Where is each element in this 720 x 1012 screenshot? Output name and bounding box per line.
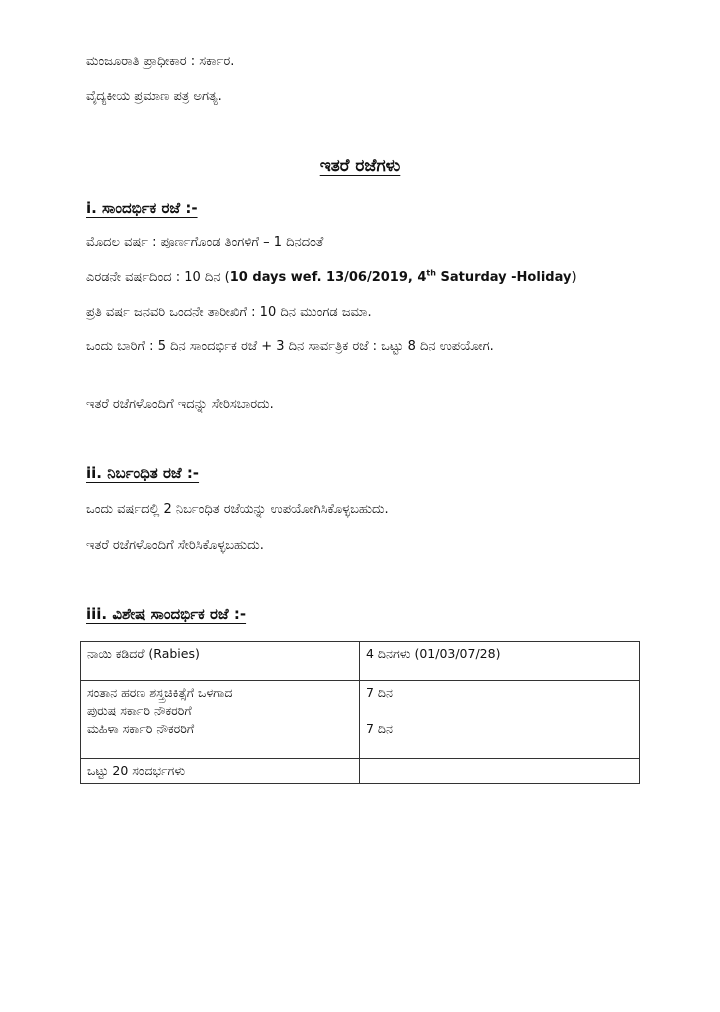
second-year-bold: 10 days wef. 13/06/2019, 4th Saturday -Holiday xyxy=(229,268,572,285)
table-row xyxy=(81,681,640,759)
restricted-leave-heading: ii. ನಿರ್ಬಂಧಿತ ರಜೆ :- xyxy=(86,464,200,482)
table-cell: ಒಟ್ಟು 20 ಸಂದರ್ಭಗಳು xyxy=(81,759,360,784)
second-year-suffix: ) xyxy=(571,270,577,285)
table-cell: 7 ದಿನ 7 ದಿನ xyxy=(360,681,640,759)
ordinal-suffix: th xyxy=(426,268,436,278)
table-row xyxy=(81,642,640,681)
sanctioning-authority-text: ಮಂಜೂರಾತಿ ಪ್ರಾಧೀಕಾರ : ಸರ್ಕಾರ. xyxy=(86,54,235,69)
january-credit-text: ಪ್ರತಿ ವರ್ಷ ಜನವರಿ ಒಂದನೇ ತಾರೀಖಿಗೆ : 10 ದಿನ ಮುಂಗಡ ಜಮಾ. xyxy=(86,305,372,320)
usage-limit-text: ಒಂದು ಬಾರಿಗೆ : 5 ದಿನ ಸಾಂದರ್ಭಿಕ ರಜೆ + 3 ದಿನ ಸಾರ್ವತ್ರಿಕ ರಜೆ : ಒಟ್ಟು 8 ದಿನ ಉಪಯೋಗ. xyxy=(86,339,494,354)
restricted-per-year-text: ಒಂದು ವರ್ಷದಲ್ಲಿ 2 ನಿರ್ಬಂಧಿತ ರಜೆಯನ್ನು ಉಪಯೋಗಿಸಿಕೊಳ್ಳಬಹುದು. xyxy=(86,502,389,517)
no-combine-text: ಇತರೆ ರಜೆಗಳೊಂದಿಗೆ ಇದನ್ನು ಸೇರಿಸಬಾರದು. xyxy=(86,397,274,412)
page-title: ಇತರೆ ರಜೆಗಳು xyxy=(319,156,401,176)
special-leave-table xyxy=(80,641,640,784)
restricted-combine-text: ಇತರೆ ರಜೆಗಳೊಂದಿಗೆ ಸೇರಿಸಿಕೊಳ್ಳಬಹುದು. xyxy=(86,538,264,553)
table-cell xyxy=(360,759,640,784)
medical-certificate-text: ವೈದ್ಯಕೀಯ ಪ್ರಮಾಣ ಪತ್ರ ಅಗತ್ಯ. xyxy=(86,89,222,104)
table-cell: ಸಂತಾನ ಹರಣ ಶಸ್ತ್ರಚಿಕಿತ್ಸೆಗೆ ಒಳಗಾದ ಪುರುಷ ಸರ್ಕಾರಿ ನೌಕರರಿಗೆ ಮಹಿಳಾ ಸರ್ಕಾರಿ ನೌಕರರಿಗೆ xyxy=(81,681,360,759)
casual-leave-heading: i. ಸಾಂದರ್ಭಿಕ ರಜೆ :- xyxy=(86,199,198,217)
table-cell: ನಾಯಿ ಕಡಿದರೆ (Rabies) xyxy=(81,642,360,681)
first-year-text: ಮೊದಲ ವರ್ಷ : ಪೂರ್ಣಗೊಂಡ ತಿಂಗಳಿಗೆ – 1 ದಿನದಂತೆ xyxy=(86,235,324,250)
table-row xyxy=(81,759,640,784)
second-year-text xyxy=(86,269,656,287)
table-cell: 4 ದಿನಗಳು (01/03/07/28) xyxy=(360,642,640,681)
second-year-prefix: ಎರಡನೇ ವರ್ಷದಿಂದ : 10 ದಿನ ( xyxy=(86,270,230,285)
special-leave-heading: iii. ವಿಶೇಷ ಸಾಂದರ್ಭಿಕ ರಜೆ :- xyxy=(86,605,247,623)
